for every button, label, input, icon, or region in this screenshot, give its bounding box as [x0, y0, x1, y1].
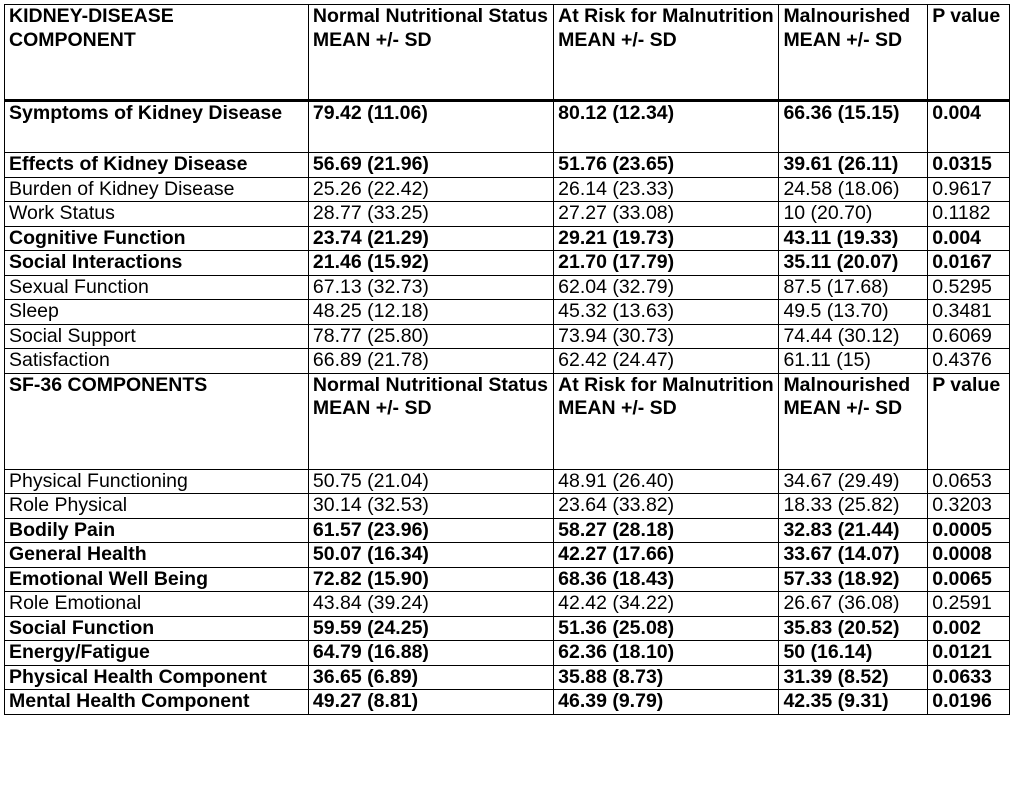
header-cell: Malnourished MEAN +/- SD — [779, 373, 928, 469]
value-cell: 0.004 — [928, 226, 1010, 251]
row-label-cell: Physical Health Component — [5, 665, 309, 690]
value-cell: 49.27 (8.81) — [308, 690, 553, 715]
row-label-cell: Effects of Kidney Disease — [5, 153, 309, 178]
value-cell: 0.0633 — [928, 665, 1010, 690]
value-cell: 23.74 (21.29) — [308, 226, 553, 251]
table-row — [5, 518, 1010, 543]
value-cell: 0.4376 — [928, 349, 1010, 374]
value-cell: 35.88 (8.73) — [554, 665, 779, 690]
value-cell: 0.3481 — [928, 300, 1010, 325]
value-cell: 49.5 (13.70) — [779, 300, 928, 325]
value-cell: 51.36 (25.08) — [554, 616, 779, 641]
value-cell: 0.0065 — [928, 567, 1010, 592]
table-row — [5, 690, 1010, 715]
value-cell: 61.57 (23.96) — [308, 518, 553, 543]
value-cell: 68.36 (18.43) — [554, 567, 779, 592]
value-cell: 33.67 (14.07) — [779, 543, 928, 568]
row-label-cell: Energy/Fatigue — [5, 641, 309, 666]
table-row — [5, 300, 1010, 325]
value-cell: 36.65 (6.89) — [308, 665, 553, 690]
value-cell: 48.25 (12.18) — [308, 300, 553, 325]
value-cell: 39.61 (26.11) — [779, 153, 928, 178]
table-row — [5, 494, 1010, 519]
table-row — [5, 641, 1010, 666]
row-label-cell: Cognitive Function — [5, 226, 309, 251]
row-label-cell: Social Support — [5, 324, 309, 349]
value-cell: 35.83 (20.52) — [779, 616, 928, 641]
table-row — [5, 567, 1010, 592]
row-label-cell: Sexual Function — [5, 275, 309, 300]
table-row — [5, 202, 1010, 227]
table-row — [5, 616, 1010, 641]
value-cell: 58.27 (28.18) — [554, 518, 779, 543]
table-row — [5, 177, 1010, 202]
value-cell: 43.84 (39.24) — [308, 592, 553, 617]
value-cell: 62.36 (18.10) — [554, 641, 779, 666]
value-cell: 0.1182 — [928, 202, 1010, 227]
value-cell: 29.21 (19.73) — [554, 226, 779, 251]
table-row — [5, 543, 1010, 568]
value-cell: 62.42 (24.47) — [554, 349, 779, 374]
value-cell: 79.42 (11.06) — [308, 101, 553, 153]
row-label-cell: Social Function — [5, 616, 309, 641]
value-cell: 42.27 (17.66) — [554, 543, 779, 568]
value-cell: 0.0653 — [928, 469, 1010, 494]
table-row — [5, 101, 1010, 153]
value-cell: 10 (20.70) — [779, 202, 928, 227]
value-cell: 21.46 (15.92) — [308, 251, 553, 276]
value-cell: 78.77 (25.80) — [308, 324, 553, 349]
row-label-cell: General Health — [5, 543, 309, 568]
header-cell: SF-36 COMPONENTS — [5, 373, 309, 469]
value-cell: 27.27 (33.08) — [554, 202, 779, 227]
header-cell: Malnourished MEAN +/- SD — [779, 5, 928, 101]
row-label-cell: Symptoms of Kidney Disease — [5, 101, 309, 153]
value-cell: 30.14 (32.53) — [308, 494, 553, 519]
results-table — [4, 4, 1010, 715]
value-cell: 0.9617 — [928, 177, 1010, 202]
header-cell: P value — [928, 373, 1010, 469]
value-cell: 0.0121 — [928, 641, 1010, 666]
value-cell: 50 (16.14) — [779, 641, 928, 666]
row-label-cell: Social Interactions — [5, 251, 309, 276]
value-cell: 64.79 (16.88) — [308, 641, 553, 666]
value-cell: 26.67 (36.08) — [779, 592, 928, 617]
value-cell: 73.94 (30.73) — [554, 324, 779, 349]
value-cell: 42.35 (9.31) — [779, 690, 928, 715]
value-cell: 72.82 (15.90) — [308, 567, 553, 592]
results-table-body — [5, 5, 1010, 715]
table-row — [5, 153, 1010, 178]
value-cell: 26.14 (23.33) — [554, 177, 779, 202]
table-row — [5, 251, 1010, 276]
header-cell: At Risk for Malnutrition MEAN +/- SD — [554, 373, 779, 469]
value-cell: 74.44 (30.12) — [779, 324, 928, 349]
value-cell: 67.13 (32.73) — [308, 275, 553, 300]
value-cell: 35.11 (20.07) — [779, 251, 928, 276]
row-label-cell: Satisfaction — [5, 349, 309, 374]
value-cell: 25.26 (22.42) — [308, 177, 553, 202]
value-cell: 66.36 (15.15) — [779, 101, 928, 153]
value-cell: 50.75 (21.04) — [308, 469, 553, 494]
value-cell: 21.70 (17.79) — [554, 251, 779, 276]
header-cell: Normal Nutritional Status MEAN +/- SD — [308, 373, 553, 469]
header-cell: Normal Nutritional Status MEAN +/- SD — [308, 5, 553, 101]
header-cell: At Risk for Malnutrition MEAN +/- SD — [554, 5, 779, 101]
value-cell: 0.3203 — [928, 494, 1010, 519]
value-cell: 0.0167 — [928, 251, 1010, 276]
value-cell: 43.11 (19.33) — [779, 226, 928, 251]
table-row — [5, 226, 1010, 251]
value-cell: 0.6069 — [928, 324, 1010, 349]
value-cell: 50.07 (16.34) — [308, 543, 553, 568]
table-row — [5, 275, 1010, 300]
row-label-cell: Role Emotional — [5, 592, 309, 617]
table-row — [5, 469, 1010, 494]
value-cell: 32.83 (21.44) — [779, 518, 928, 543]
value-cell: 57.33 (18.92) — [779, 567, 928, 592]
value-cell: 80.12 (12.34) — [554, 101, 779, 153]
value-cell: 24.58 (18.06) — [779, 177, 928, 202]
row-label-cell: Emotional Well Being — [5, 567, 309, 592]
value-cell: 45.32 (13.63) — [554, 300, 779, 325]
value-cell: 34.67 (29.49) — [779, 469, 928, 494]
value-cell: 0.0005 — [928, 518, 1010, 543]
value-cell: 59.59 (24.25) — [308, 616, 553, 641]
header-cell: KIDNEY-DISEASE COMPONENT — [5, 5, 309, 101]
value-cell: 18.33 (25.82) — [779, 494, 928, 519]
table-header-row — [5, 373, 1010, 469]
value-cell: 62.04 (32.79) — [554, 275, 779, 300]
value-cell: 0.0315 — [928, 153, 1010, 178]
table-header-row — [5, 5, 1010, 101]
table-row — [5, 324, 1010, 349]
value-cell: 46.39 (9.79) — [554, 690, 779, 715]
value-cell: 0.0196 — [928, 690, 1010, 715]
value-cell: 56.69 (21.96) — [308, 153, 553, 178]
value-cell: 31.39 (8.52) — [779, 665, 928, 690]
row-label-cell: Role Physical — [5, 494, 309, 519]
value-cell: 66.89 (21.78) — [308, 349, 553, 374]
value-cell: 87.5 (17.68) — [779, 275, 928, 300]
value-cell: 0.5295 — [928, 275, 1010, 300]
row-label-cell: Work Status — [5, 202, 309, 227]
row-label-cell: Mental Health Component — [5, 690, 309, 715]
row-label-cell: Bodily Pain — [5, 518, 309, 543]
value-cell: 61.11 (15) — [779, 349, 928, 374]
table-row — [5, 349, 1010, 374]
value-cell: 0.0008 — [928, 543, 1010, 568]
value-cell: 0.004 — [928, 101, 1010, 153]
row-label-cell: Burden of Kidney Disease — [5, 177, 309, 202]
value-cell: 23.64 (33.82) — [554, 494, 779, 519]
value-cell: 48.91 (26.40) — [554, 469, 779, 494]
row-label-cell: Sleep — [5, 300, 309, 325]
value-cell: 0.002 — [928, 616, 1010, 641]
row-label-cell: Physical Functioning — [5, 469, 309, 494]
value-cell: 51.76 (23.65) — [554, 153, 779, 178]
value-cell: 28.77 (33.25) — [308, 202, 553, 227]
value-cell: 42.42 (34.22) — [554, 592, 779, 617]
value-cell: 0.2591 — [928, 592, 1010, 617]
table-row — [5, 592, 1010, 617]
header-cell: P value — [928, 5, 1010, 101]
table-row — [5, 665, 1010, 690]
